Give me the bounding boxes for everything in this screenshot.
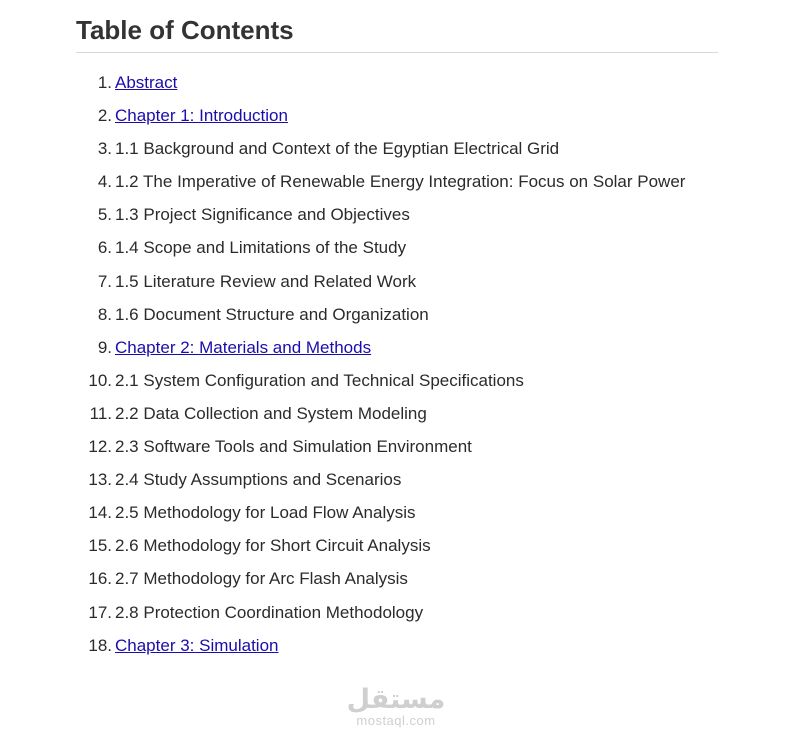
watermark-arabic: مستقل [346, 684, 446, 714]
toc-item [76, 198, 718, 231]
watermark-latin: mostaql.com [356, 713, 436, 728]
toc-item [76, 430, 718, 463]
table-of-contents [76, 0, 718, 655]
toc-item [76, 397, 718, 430]
toc-item-text: 2.8 Protection Coordination Methodology [115, 602, 424, 622]
toc-item-text: 2.5 Methodology for Load Flow Analysis [115, 503, 416, 523]
toc-item-number: 15. [88, 536, 112, 556]
toc-item[interactable] [76, 629, 718, 662]
toc-item-text: 2.6 Methodology for Short Circuit Analysis [115, 536, 431, 556]
toc-item-text: 2.3 Software Tools and Simulation Environment [115, 437, 472, 457]
toc-item-number: 17. [88, 602, 112, 622]
toc-item [76, 529, 718, 562]
toc-item-text: 1.4 Scope and Limitations of the Study [115, 238, 407, 258]
toc-item-text: 2.1 System Configuration and Technical Specifications [115, 370, 524, 390]
toc-item-number: 16. [88, 569, 112, 589]
toc-item [76, 265, 718, 298]
toc-item-number: 13. [88, 470, 112, 490]
toc-item-number: 14. [88, 503, 112, 523]
toc-item[interactable] [76, 331, 718, 364]
toc-item [76, 132, 718, 165]
toc-item-text: 1.5 Literature Review and Related Work [115, 271, 417, 291]
toc-item-text: 2.2 Data Collection and System Modeling [115, 403, 427, 423]
toc-item-number: 18. [88, 635, 112, 655]
toc-item-number: 2. [97, 106, 112, 126]
toc-item-number: 7. [97, 271, 112, 291]
toc-link[interactable]: Chapter 3: Simulation [115, 635, 279, 655]
toc-item-number: 8. [97, 304, 112, 324]
toc-item-text: 2.4 Study Assumptions and Scenarios [115, 470, 402, 490]
toc-item [76, 496, 718, 529]
toc-item [76, 364, 718, 397]
toc-item-text: 1.1 Background and Context of the Egyptian Electrical Grid [115, 139, 560, 159]
toc-item-text: 1.2 The Imperative of Renewable Energy Integration: Focus on Solar Power [115, 172, 686, 192]
toc-item [76, 562, 718, 595]
toc-item [76, 231, 718, 264]
toc-list [76, 66, 718, 662]
toc-item-text: 2.7 Methodology for Arc Flash Analysis [115, 569, 408, 589]
toc-link[interactable]: Chapter 1: Introduction [115, 106, 288, 126]
toc-link[interactable]: Chapter 2: Materials and Methods [115, 337, 372, 357]
toc-item [76, 298, 718, 331]
page-title: Table of Contents [76, 0, 718, 53]
mostaql-watermark [340, 684, 452, 728]
toc-item-number: 3. [97, 139, 112, 159]
toc-item-number: 4. [97, 172, 112, 192]
toc-item-number: 6. [97, 238, 112, 258]
toc-item-text: 1.3 Project Significance and Objectives [115, 205, 410, 225]
toc-item-number: 12. [88, 437, 112, 457]
toc-item [76, 463, 718, 496]
toc-item-number: 9. [97, 337, 112, 357]
toc-item-number: 10. [88, 370, 112, 390]
toc-item-number: 5. [97, 205, 112, 225]
toc-item-number: 11. [89, 403, 112, 423]
toc-item [76, 596, 718, 629]
toc-item [76, 165, 718, 198]
toc-item-number: 1. [97, 73, 112, 92]
toc-link[interactable]: Abstract [115, 73, 178, 92]
toc-item-text: 1.6 Document Structure and Organization [115, 304, 429, 324]
toc-item[interactable] [76, 99, 718, 132]
toc-item[interactable] [76, 66, 718, 99]
